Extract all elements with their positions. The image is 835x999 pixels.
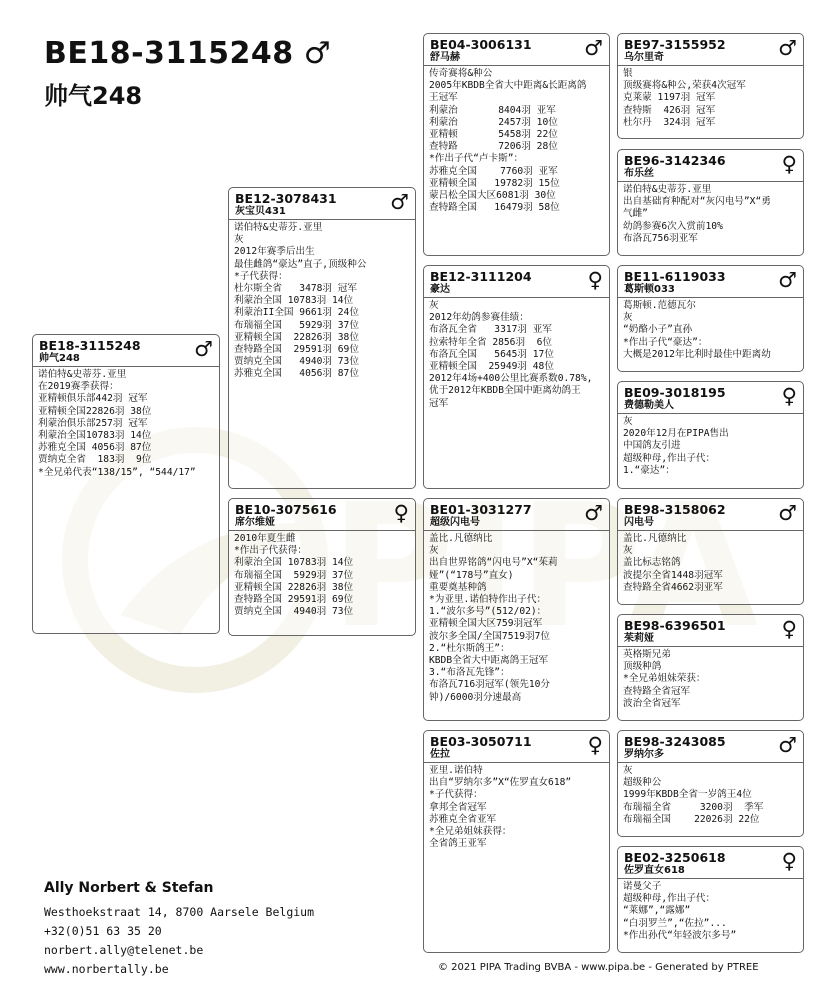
detail-line: 布瑞福全省 3200羽 季军 [623,801,764,813]
ring-number: BE01-3031277 [430,502,532,517]
owner-phone: +32(0)51 63 35 20 [44,924,162,938]
detail-line: 拉索特年全省 2856羽 6位 [429,336,552,348]
pedigree-card-sdd [617,381,804,489]
detail-line: 诺伯特&史蒂芬.亚里 [234,222,323,233]
detail-line: 顶级种鸽 [623,661,662,673]
detail-line: *全兄弟代表“138/15”, “544/17” [38,466,196,478]
detail-line: 布瑞福全国 22026羽 22位 [623,813,760,825]
detail-line: 顶级赛将&种公,荣获4次冠军 [623,80,746,92]
pedigree-card-ssd [617,149,804,256]
pigeon-name: 乌尔里奇 [624,52,664,63]
sex-icon: ♂ [778,36,797,60]
owner-website[interactable]: www.norbertally.be [44,962,169,976]
detail-line: 查特路全国 29591羽 69位 [234,344,359,356]
ring-number: BE11-6119033 [624,269,726,284]
detail-line: 盖比.凡德纳比 [429,533,493,544]
detail-line: 2020年12月在PIPA售出 [623,428,729,440]
detail-line: 亚精顿全国大区759羽冠军 [429,618,543,630]
detail-line: 钟)/6000羽分速最高 [429,691,522,703]
detail-line: 苏雅克全国 4056羽 87位 [234,368,359,380]
pedigree-card-ddd [617,846,804,953]
detail-line: 利蒙治II全国 9661羽 24位 [234,307,359,319]
detail-line: 银 [623,68,633,79]
detail-line: 贾纳克全国 4940羽 73位 [234,356,359,368]
detail-line: *作出孙代“年轻波尔多号” [623,929,737,941]
detail-line: 波治全省冠军 [623,697,681,709]
detail-line: 亚精顿俱乐部442羽 冠军 [38,393,148,405]
pigeon-name: 灰宝贝431 [235,206,286,217]
detail-line: 查特斯 426羽 冠军 [623,104,716,116]
male-symbol-icon: ♂ [303,36,332,71]
pigeon-name: 费德勒美人 [624,400,674,411]
ring-number: BE97-3155952 [624,37,726,52]
pedigree-card-dds [617,730,804,837]
detail-line: 波提尔全省1448羽冠军 [623,569,723,581]
owner-address: Westhoekstraat 14, 8700 Aarsele Belgium [44,905,315,919]
detail-line: 中国鸽友引进 [623,440,681,452]
detail-line: 拿邦全省冠军 [429,801,487,813]
detail-line: 布瑞福全国 5929羽 37位 [234,569,354,581]
card-details [229,531,415,620]
detail-line: *作出子代“豪达”： [623,336,708,348]
sex-icon: ♀ [393,501,409,525]
sex-icon: ♂ [194,337,213,361]
detail-line: 诺伯特&史蒂芬.亚里 [38,369,127,380]
pigeon-name: 罗纳尔多 [624,749,664,760]
detail-line: 2010年夏生雌 [234,533,296,544]
detail-line: *子代获得： [234,270,288,282]
ring-number: BE12-3078431 [235,191,337,206]
detail-line: 利蒙治全国 10783羽 14位 [234,557,354,569]
detail-line: 葛斯顿.范德瓦尔 [623,300,696,311]
detail-line: 贾纳克全省 183羽 9位 [38,454,152,466]
detail-line: 布洛瓦716羽冠军(领先10分 [429,679,550,691]
detail-line: 利蒙治 8404羽 亚军 [429,104,556,116]
detail-line: 优于2012年KBDB全国中距离幼鸽王 [429,385,581,397]
detail-line: 亚精顿全国 19782羽 15位 [429,177,560,189]
detail-line: 查特路全省冠军 [623,685,691,697]
pedigree-card-dss [617,498,804,605]
detail-line: 最佳雌鸽“豪达”直子,顶级种公 [234,258,367,270]
detail-line: 诺伯特&史蒂芬.亚里 [623,184,712,195]
card-details [618,182,803,247]
detail-line: 灰 [623,765,633,776]
detail-line: *作出子代“卢卡斯”： [429,153,524,165]
sex-icon: ♂ [778,733,797,757]
sex-icon: ♀ [781,849,797,873]
detail-line: 幼鸽参赛6次入赏前10% [623,220,723,232]
detail-line: 2012年赛季后出生 [234,246,315,258]
detail-line: 灰 [429,545,439,557]
sex-icon: ♀ [781,384,797,408]
sex-icon: ♀ [781,152,797,176]
detail-line: 灰 [429,300,439,311]
detail-line: 出自“罗纳尔多”X“佐罗直女618” [429,777,572,789]
detail-line: 亚精顿全国 25949羽 48位 [429,361,554,373]
ring-number: BE98-3158062 [624,502,726,517]
detail-line: 利蒙治全国10783羽 14位 [38,430,152,442]
card-details [618,298,803,363]
card-details [618,531,803,596]
detail-line: 亚精顿全国 22826羽 38位 [234,581,354,593]
card-details [33,367,219,481]
detail-line: 1999年KBDB全省一岁鸽王4位 [623,789,752,801]
detail-line: 3.“布洛瓦先锋”： [429,667,510,679]
detail-line: 2005年KBDB全省大中距离&长距离鸽 [429,80,587,92]
detail-line: 大概是2012年比利时最佳中距离幼 [623,348,771,360]
detail-line: 超级种公 [623,777,662,789]
detail-line: “莱娜”,“露娜” [623,905,691,917]
pigeon-name: 帅气248 [39,353,80,364]
detail-line: 亚里.诺伯特 [429,765,483,776]
detail-line: 英格斯兄弟 [623,649,671,660]
sex-icon: ♂ [584,501,603,525]
pigeon-name: 席尔维娅 [235,517,275,528]
detail-line: 查特路全国 29591羽 69位 [234,594,354,606]
pedigree-card-sds [617,265,804,372]
detail-line: 气雌” [623,208,648,220]
sex-icon: ♀ [587,268,603,292]
detail-line: 全省鸽王亚军 [429,838,487,850]
detail-line: 查特路 7206羽 28位 [429,141,558,153]
detail-line: 蒙吕松全国大区6081羽 30位 [429,190,556,202]
sex-icon: ♀ [781,617,797,641]
owner-name: Ally Norbert & Stefan [44,880,214,896]
detail-line: 布瑞福全国 5929羽 37位 [234,319,359,331]
card-details [424,763,609,852]
card-details [618,763,803,828]
detail-line: 查特路全国 16479羽 58位 [429,202,560,214]
detail-line: 苏雅克全省亚军 [429,813,497,825]
detail-line: 灰 [623,416,633,427]
pigeon-name: 舒马赫 [430,52,460,63]
pigeon-name: 佐拉 [430,749,450,760]
detail-line: 1.“豪达”： [623,464,675,476]
detail-line: 灰 [234,234,244,246]
ring-number: BE98-3243085 [624,734,726,749]
card-details [229,220,415,383]
pedigree-card-dam-dam [423,730,610,953]
detail-line: 亚精顿全国 22826羽 38位 [234,331,359,343]
detail-line: 盖比标志铭鸽 [623,557,681,569]
pedigree-card-sire-sire [423,33,610,256]
ring-number: BE96-3142346 [624,153,726,168]
sex-icon: ♂ [778,268,797,292]
pigeon-name: 佐罗直女618 [624,865,685,876]
detail-line: 出自基础育种配对“灰闪电号”X“勇 [623,196,771,208]
detail-line: 2.“杜尔斯鸽王”： [429,642,510,654]
card-details [424,531,609,706]
detail-line: *子代获得： [429,789,483,801]
detail-line: 超级种母,作出子代： [623,893,716,905]
detail-line: 灰 [623,312,633,324]
detail-line: 克莱蒙 1197羽 冠军 [623,92,716,104]
ring-number: BE02-3250618 [624,850,726,865]
card-details [618,414,803,479]
ring-number: BE18-3115248 [39,338,141,353]
card-details [618,879,803,944]
card-details [618,66,803,131]
detail-line: 布洛瓦全国 5645羽 17位 [429,348,554,360]
detail-line: 贾纳克全国 4940羽 73位 [234,606,354,618]
detail-line: *作出子代获得： [234,545,307,557]
pedigree-card-sss [617,33,804,139]
sex-icon: ♂ [778,501,797,525]
card-details [424,66,609,216]
pigeon-name: 茱莉娅 [624,633,654,644]
detail-line: 灰 [623,545,633,557]
detail-line: 1.“波尔多号”(512/02)： [429,606,547,618]
detail-line: 盖比.凡德纳比 [623,533,687,544]
detail-line: 杜尔斯全省 3478羽 冠军 [234,283,357,295]
pedigree-card-subject [32,334,220,634]
detail-line: 在2019赛季获得： [38,381,119,393]
pigeon-name: 闪电号 [624,517,654,528]
detail-line: 布洛瓦全省 3317羽 亚军 [429,324,552,336]
title-ring: BE18-3115248 [44,36,294,71]
ring-number: BE03-3050711 [430,734,532,749]
detail-line: 利蒙治俱乐部257羽 冠军 [38,417,148,429]
pigeon-name: 葛斯顿033 [624,284,675,295]
detail-line: 出自世界铭鸽“闪电号”X“茱莉 [429,557,558,569]
detail-line: “奶酪小子”直孙 [623,324,693,336]
card-details [424,298,609,412]
detail-line: 娅”(“178号”直女) [429,569,514,581]
pigeon-name: 豪达 [430,284,450,295]
detail-line: 冠军 [429,397,449,409]
page-subtitle: 帅气248 [44,82,143,110]
pedigree-card-dam [228,498,416,636]
detail-line: KBDB全省大中距离鸽王冠军 [429,655,549,667]
detail-line: 杜尔丹 324羽 冠军 [623,116,716,128]
detail-line: 2012年4场+400公里比赛系数0.78%, [429,373,593,385]
pedigree-card-sire [228,187,416,489]
pedigree-card-dsd [617,614,804,721]
detail-line: 2012年幼鸽参赛佳绩： [429,312,529,324]
detail-line: 亚精顿 5458羽 22位 [429,129,558,141]
pedigree-card-sire-dam [423,265,610,489]
detail-line: 苏雅克全国 4056羽 87位 [38,442,152,454]
footer-copyright: © 2021 PIPA Trading BVBA - www.pipa.be - Generated by PTREE [438,962,759,973]
sex-icon: ♂ [584,36,603,60]
page-title [44,36,331,71]
detail-line: “白羽罗兰”,“佐拉”... [623,917,727,929]
pigeon-name: 布乐丝 [624,168,654,179]
detail-line: *全兄弟姐妹荣获： [623,673,706,685]
detail-line: *为亚里.诺伯特作出子代： [429,594,547,606]
detail-line: *全兄弟姐妹获得： [429,826,512,838]
ring-number: BE12-3111204 [430,269,532,284]
detail-line: 利蒙治全国 10783羽 14位 [234,295,354,307]
detail-line: 超级种母,作出子代： [623,452,716,464]
pigeon-name: 超级闪电号 [430,517,480,528]
detail-line: 布洛瓦756羽亚军 [623,232,698,244]
owner-email[interactable]: norbert.ally@telenet.be [44,943,204,957]
detail-line: 重要奠基种鸽 [429,581,487,593]
detail-line: 传奇赛将&种公 [429,68,493,79]
sex-icon: ♀ [587,733,603,757]
detail-line: 亚精顿全国22826羽 38位 [38,405,152,417]
detail-line: 利蒙治 2457羽 10位 [429,116,558,128]
ring-number: BE09-3018195 [624,385,726,400]
detail-line: 苏雅克全国 7760羽 亚军 [429,165,558,177]
ring-number: BE98-6396501 [624,618,726,633]
sex-icon: ♂ [390,190,409,214]
card-details [618,647,803,712]
detail-line: 王冠军 [429,92,458,104]
ring-number: BE10-3075616 [235,502,337,517]
pedigree-card-dam-sire [423,498,610,721]
detail-line: 波尔多全国/全国7519羽7位 [429,630,550,642]
detail-line: 查特路全省4662羽亚军 [623,581,723,593]
ring-number: BE04-3006131 [430,37,532,52]
detail-line: 诺曼父子 [623,881,662,892]
